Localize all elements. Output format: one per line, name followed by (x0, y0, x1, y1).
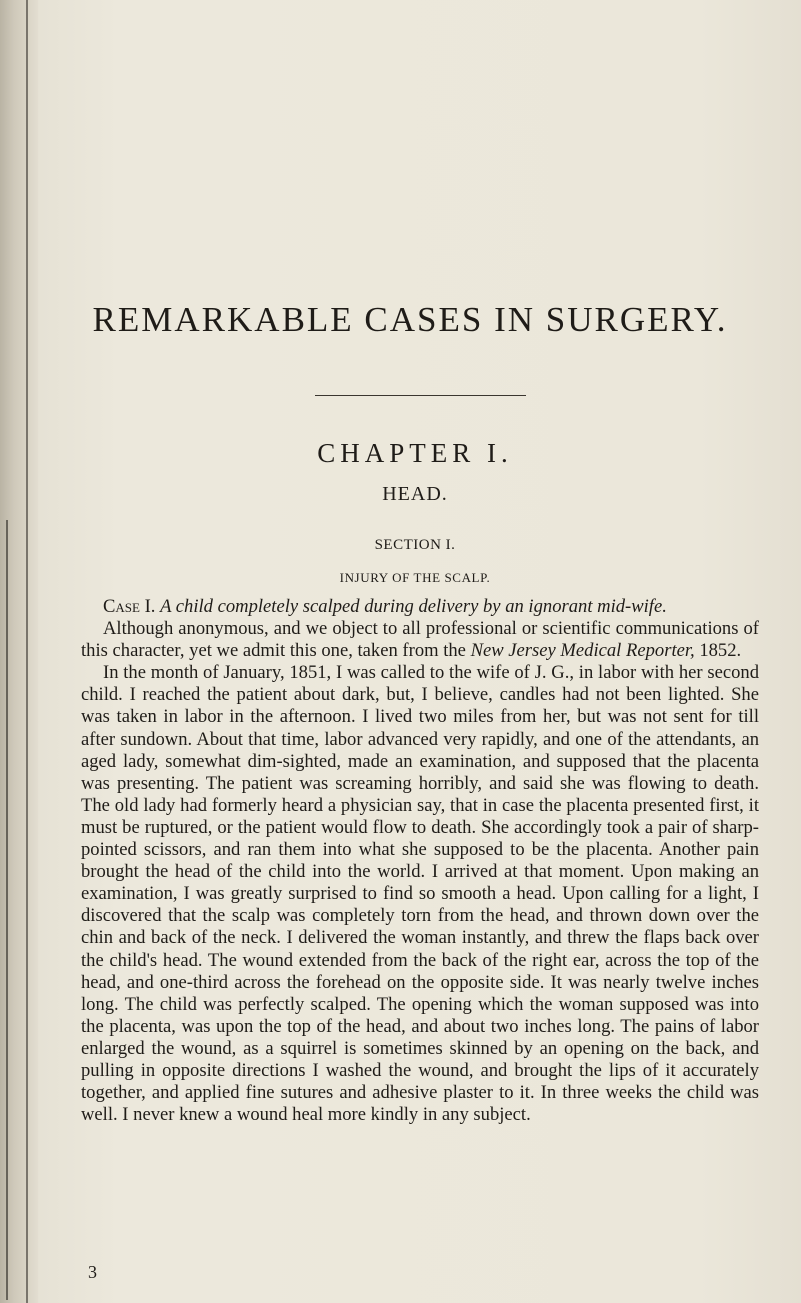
case-label: Case I. (103, 596, 156, 617)
binding-shadow-line-lower (6, 520, 8, 1300)
paragraph-intro-text: Although anonymous, and we object to all professional or scientific communications of this character, yet we admit this one, taken from the (81, 618, 759, 662)
binding-shadow-line (26, 0, 28, 1303)
chapter-heading: CHAPTER I. (317, 438, 513, 468)
page-number: 3 (88, 1262, 97, 1282)
journal-name: New Jersey Medical Reporter, (470, 640, 695, 662)
case-title: A child completely scalped during delivery by an ignorant mid-wife. (160, 596, 667, 617)
head-heading: HEAD. (382, 483, 448, 505)
subsection-heading: INJURY OF THE SCALP. (339, 570, 491, 585)
section-heading: SECTION I. (374, 537, 456, 553)
paragraph-case-report: In the month of January, 1851, I was called to the wife of J. G., in labor with her second child. I reached the patient about dark, but, I believe, candles had not been lighted. She was taken in labor in the afternoon. I lived two miles from her, but was not sent for till after sundown. About that time, labor advanced very rapidly, and one of the attendants, an aged lady, somewhat dim-sighted, made an examination, and supposed that the placenta was presenting. The patient was screaming horribly, and said she was flowing to death. The old lady had formerly heard a physician say, that in case the placenta presented first, it must be ruptured, or the patient would flow to death. She accordingly took a pair of sharp-pointed scissors, and ran them into what she supposed to be the placenta. Another pain brought the head of the child into the world. I arrived at that moment. Upon making an examination, I was greatly surprised to find so smooth a head. Upon calling for a light, I discovered that the scalp was completely torn from the head, and thrown down over the chin and back of the neck. I delivered the woman instantly, and threw the flaps back over the child's head. The wound extended from the back of the right ear, across the top of the head, and one-third across the forehead on the opposite side. It was nearly twelve inches long. The child was perfectly scalped. The opening which the woman supposed was into the placenta, was upon the top of the head, and about two inches long. The pains of labor enlarged the wound, as a squirrel is sometimes skinned by an opening on the back, and pulling in opposite directions I washed the wound, and brought the lips of it accurately together, and applied fine sutures and adhesive plaster to it. In three weeks the child was well. I never knew a wound heal more kindly in any subject. (81, 662, 759, 1126)
body-text (81, 596, 759, 1126)
case-heading (81, 596, 759, 618)
book-title: REMARKABLE CASES IN SURGERY. (92, 300, 728, 339)
title-rule (315, 395, 526, 396)
paragraph-intro-end: 1852. (694, 640, 742, 662)
paragraph-intro (81, 618, 759, 662)
